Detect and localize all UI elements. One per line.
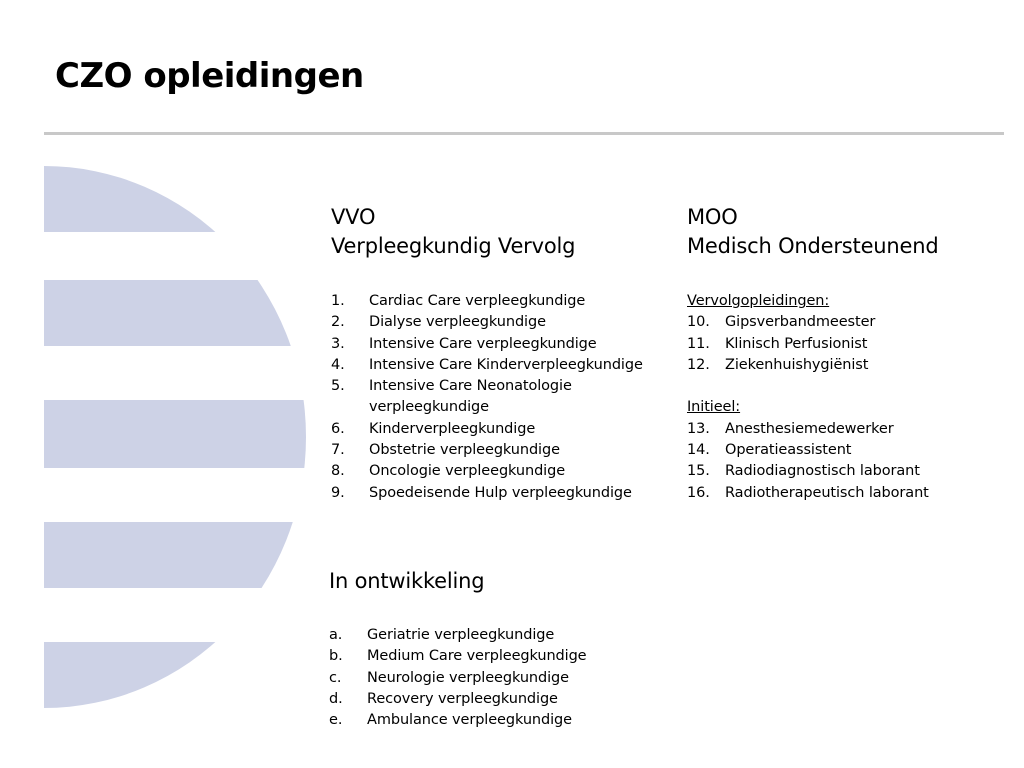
list-item: [687, 440, 1007, 461]
item-letter: d.: [329, 690, 343, 707]
item-number: 6.: [331, 420, 345, 437]
moo-column: [687, 203, 1007, 504]
item-number: 3.: [331, 335, 345, 352]
item-letter: b.: [329, 648, 343, 665]
item-number: 13.: [687, 420, 710, 437]
item-text: Spoedeisende Hulp verpleegkundige: [369, 484, 632, 501]
item-letter: c.: [329, 669, 342, 686]
item-number: 11.: [687, 335, 710, 352]
list-item: [329, 646, 669, 667]
item-text: Kinderverpleegkundige: [369, 420, 536, 437]
list-item: [331, 355, 671, 376]
item-text: Operatieassistent: [725, 442, 852, 459]
development-column: [329, 567, 669, 731]
page-title: CZO opleidingen: [55, 56, 364, 96]
moo-full-name: Medisch Ondersteunend: [687, 234, 939, 258]
list-item: [331, 461, 671, 482]
list-item: [687, 334, 1007, 355]
list-item: [687, 483, 1007, 504]
item-text: Intensive Care Neonatologie verpleegkundige: [369, 378, 572, 416]
item-text: Ziekenhuishygiënist: [725, 356, 869, 373]
list-item: [331, 334, 671, 355]
development-heading: In ontwikkeling: [329, 569, 485, 593]
item-text: Anesthesiemedewerker: [725, 420, 894, 437]
half-circle-stripes: [44, 166, 306, 708]
item-text: Geriatrie verpleegkundige: [367, 627, 555, 643]
list-item: [687, 419, 1007, 440]
item-text: Intensive Care Kinderverpleegkundige: [369, 356, 643, 373]
list-item: [331, 376, 671, 419]
item-text: Cardiac Care verpleegkundige: [369, 293, 586, 309]
list-item: [331, 483, 671, 504]
list-item: [331, 419, 671, 440]
list-item: [687, 461, 1007, 482]
initieel-subheading: Initieel:: [687, 399, 741, 416]
item-text: Medium Care verpleegkundige: [367, 648, 587, 665]
item-text: Dialyse verpleegkundige: [369, 314, 546, 331]
item-number: 14.: [687, 442, 710, 459]
item-number: 1.: [331, 293, 345, 309]
item-text: Intensive Care verpleegkundige: [369, 335, 597, 352]
item-number: 8.: [331, 463, 345, 480]
item-number: 15.: [687, 463, 710, 480]
item-text: Neurologie verpleegkundige: [367, 669, 569, 686]
item-number: 10.: [687, 314, 710, 331]
title-divider: [44, 132, 1004, 135]
list-spacer: [687, 376, 1007, 397]
vervolg-subheading: Vervolgopleidingen:: [687, 293, 830, 309]
item-number: 2.: [331, 314, 345, 331]
vvo-abbreviation: VVO: [331, 205, 376, 229]
item-text: Oncologie verpleegkundige: [369, 463, 566, 480]
item-number: 4.: [331, 356, 345, 373]
list-item: [687, 355, 1007, 376]
item-number: 7.: [331, 442, 345, 459]
item-text: Ambulance verpleegkundige: [367, 712, 572, 729]
item-text: Recovery verpleegkundige: [367, 690, 558, 707]
item-number: 5.: [331, 378, 345, 395]
list-item: [331, 291, 671, 312]
item-text: Gipsverbandmeester: [725, 314, 876, 331]
item-number: 12.: [687, 356, 710, 373]
vvo-column: [331, 203, 671, 504]
item-number: 9.: [331, 484, 345, 501]
item-text: Klinisch Perfusionist: [725, 335, 868, 352]
item-letter: e.: [329, 712, 343, 729]
moo-list: [687, 291, 1007, 504]
item-text: Radiotherapeutisch laborant: [725, 484, 929, 501]
item-number: 16.: [687, 484, 710, 501]
list-item: [329, 710, 669, 731]
development-list: [329, 625, 669, 731]
vvo-full-name: Verpleegkundig Vervolg: [331, 234, 576, 258]
item-letter: a.: [329, 627, 343, 643]
vvo-list: [331, 291, 671, 504]
list-item: [329, 625, 669, 646]
list-item: [687, 312, 1007, 333]
list-item: [331, 312, 671, 333]
list-item: [329, 689, 669, 710]
list-item: [331, 440, 671, 461]
item-text: Radiodiagnostisch laborant: [725, 463, 920, 480]
moo-abbreviation: MOO: [687, 205, 738, 229]
list-item: [329, 668, 669, 689]
item-text: Obstetrie verpleegkundige: [369, 442, 560, 459]
